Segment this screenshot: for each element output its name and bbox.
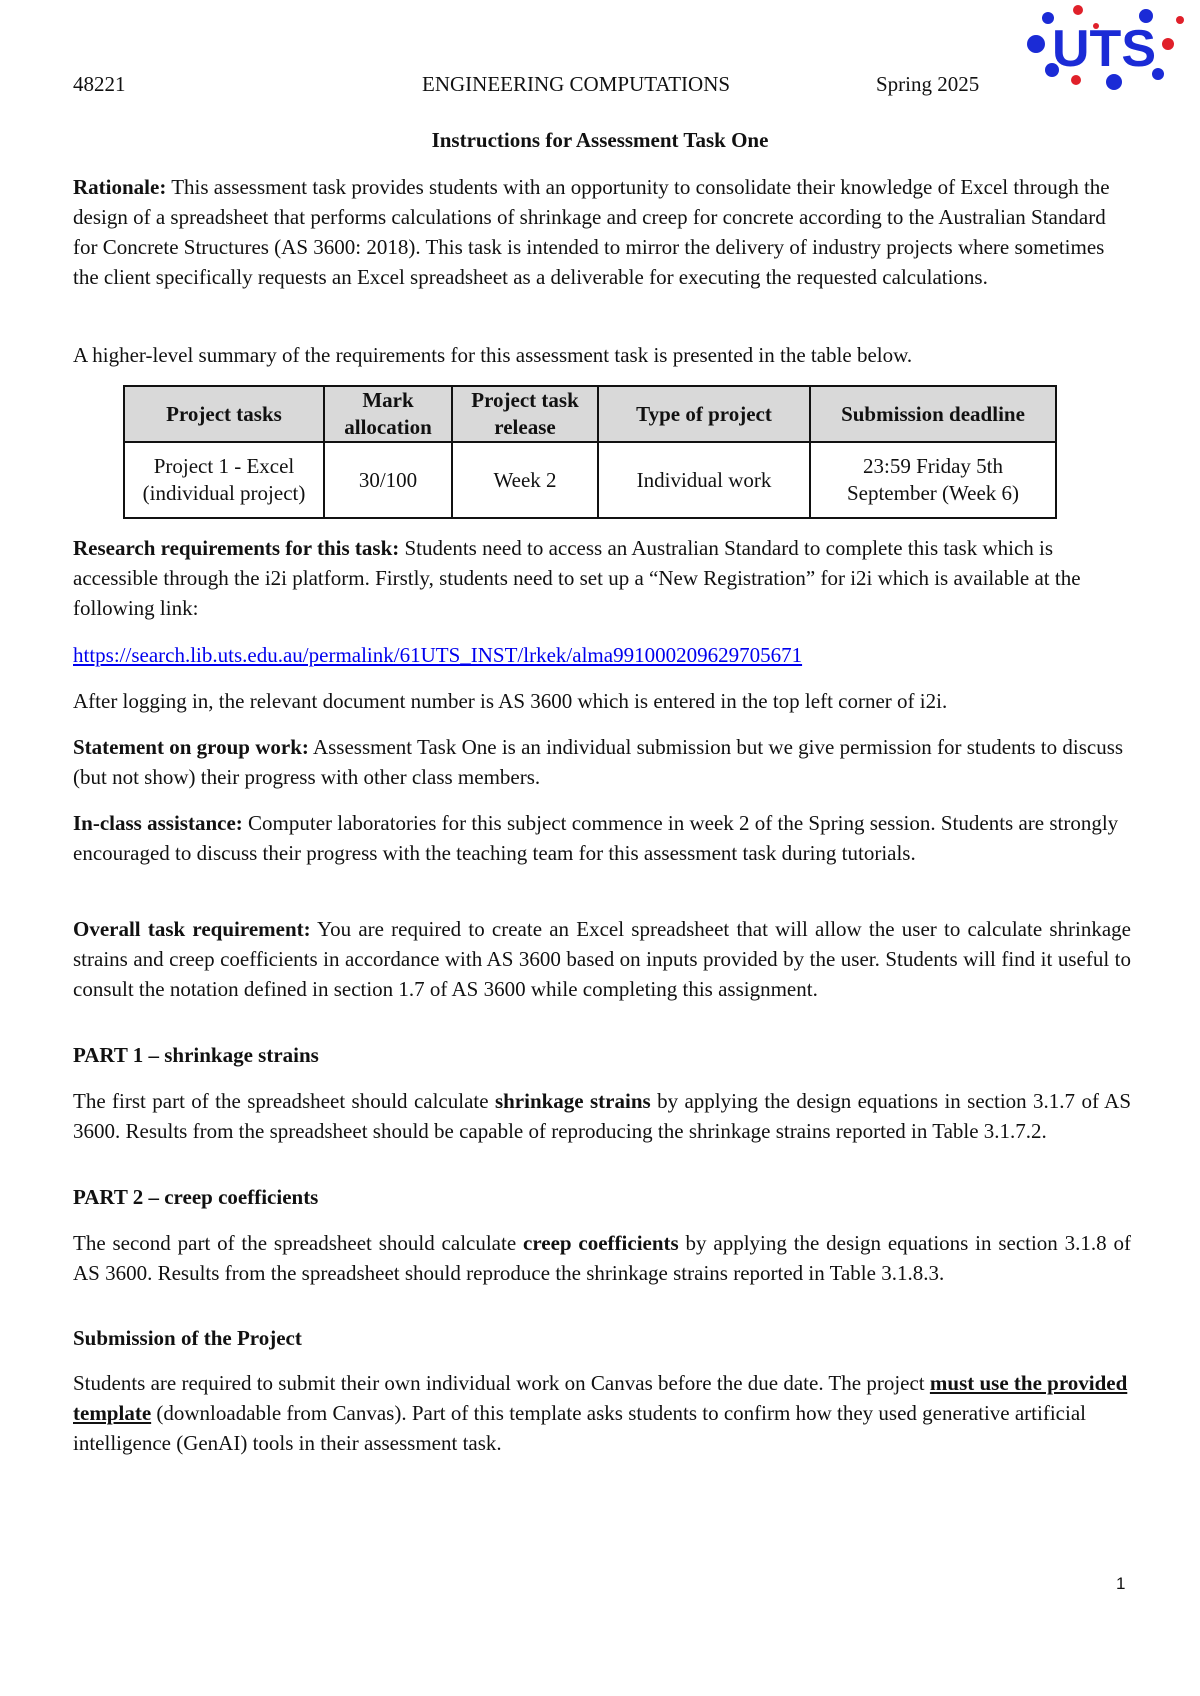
header-project-tasks: Project tasks bbox=[124, 386, 324, 442]
header-mark-allocation: Mark allocation bbox=[324, 386, 452, 442]
group-work-label: Statement on group work: bbox=[73, 735, 309, 759]
summary-intro bbox=[73, 340, 1131, 370]
logo-text: UTS bbox=[1052, 20, 1156, 78]
header-submission-deadline: Submission deadline bbox=[810, 386, 1056, 442]
research-label: Research requirements for this task: bbox=[73, 536, 400, 560]
part2-bold: creep coefficients bbox=[523, 1231, 679, 1255]
summary-intro-text: A higher-level summary of the requirements for this assessment task is presented in the table below. bbox=[73, 343, 913, 367]
header-type-of-project: Type of project bbox=[598, 386, 810, 442]
i2i-link-line bbox=[73, 640, 1131, 670]
after-login-text: After logging in, the relevant document number is AS 3600 which is entered in the top left corner of i2i. bbox=[73, 689, 948, 713]
cell-task-release: Week 2 bbox=[452, 442, 598, 518]
overall-text: You are required to create an Excel spreadsheet that will allow the user to calculate shrinkage strains and creep coefficients in accordance with AS 3600 based on inputs provided by the user. Students will find it useful to consult the notation defined in section 1.7 of AS 3600 while completing this assignment. bbox=[73, 917, 1132, 1001]
part1-heading-text: PART 1 – shrinkage strains bbox=[73, 1043, 319, 1067]
rationale-paragraph bbox=[73, 172, 1131, 292]
submission-heading bbox=[73, 1323, 1131, 1353]
header-task-release: Project task release bbox=[452, 386, 598, 442]
submission-paragraph bbox=[73, 1368, 1131, 1458]
research-paragraph bbox=[73, 533, 1131, 623]
part2-pre: The second part of the spreadsheet should calculate bbox=[73, 1231, 523, 1255]
in-class-paragraph bbox=[73, 808, 1131, 868]
in-class-label: In-class assistance: bbox=[73, 811, 243, 835]
cell-type-of-project: Individual work bbox=[598, 442, 810, 518]
page-number: 1 bbox=[1116, 1574, 1126, 1593]
submission-heading-text: Submission of the Project bbox=[73, 1326, 302, 1350]
cell-project-task: Project 1 - Excel (individual project) bbox=[124, 442, 324, 518]
part1-bold: shrinkage strains bbox=[494, 1089, 651, 1113]
in-class-text: Computer laboratories for this subject commence in week 2 of the Spring session. Students are strongly encouraged to discuss their progress with the teaching team for this assessment task during tutorials. bbox=[73, 811, 1119, 865]
page-header bbox=[73, 72, 993, 102]
group-work-paragraph bbox=[73, 732, 1131, 792]
part2-heading bbox=[73, 1182, 1131, 1212]
rationale-text: This assessment task provides students with an opportunity to consolidate their knowledge of Excel through the design of a spreadsheet that performs calculations of shrinkage and creep for concrete according to the Australian Standard for Concrete Structures (AS 3600: 2018). This task is intended to mirror the delivery of industry projects where sometimes the client specifically requests an Excel spreadsheet as a deliverable for executing the requested calculations. bbox=[73, 175, 1110, 289]
cell-mark-allocation: 30/100 bbox=[324, 442, 452, 518]
session-term: Spring 2025 bbox=[876, 72, 980, 96]
i2i-registration-link[interactable]: https://search.lib.uts.edu.au/permalink/61UTS_INST/lrkek/alma991000209629705671 bbox=[73, 643, 803, 667]
part2-post: by applying the design equations in section 3.1.8 of AS 3600. Results from the spreadsheet should reproduce the shrinkage strains reported in Table 3.1.8.3. bbox=[73, 1231, 1131, 1285]
part2-paragraph bbox=[73, 1228, 1131, 1288]
part1-heading bbox=[73, 1040, 1131, 1070]
overall-paragraph bbox=[73, 914, 1131, 1004]
subject-code: 48221 bbox=[73, 72, 126, 96]
page-title: Instructions for Assessment Task One bbox=[431, 128, 769, 152]
rationale-label: Rationale: bbox=[73, 175, 167, 199]
submission-post: (downloadable from Canvas). Part of this template asks students to confirm how they used generative artificial intelligence (GenAI) tools in their assessment task. bbox=[73, 1401, 1086, 1455]
table-header-row bbox=[124, 386, 1056, 442]
part1-paragraph bbox=[73, 1086, 1131, 1146]
uts-logo bbox=[1018, 0, 1190, 96]
group-work-text: Assessment Task One is an individual submission but we give permission for students to discuss (but not show) their progress with other class members. bbox=[73, 735, 1124, 789]
part1-post: by applying the design equations in section 3.1.7 of AS 3600. Results from the spreadsheet should be capable of reproducing the shrinkage strains reported in Table 3.1.7.2. bbox=[73, 1089, 1132, 1143]
subject-name: ENGINEERING COMPUTATIONS bbox=[422, 72, 731, 96]
table-row bbox=[124, 442, 1056, 518]
after-login-paragraph bbox=[73, 686, 1131, 716]
template-requirement: must use the provided template bbox=[73, 1371, 1128, 1425]
part1-pre: The first part of the spreadsheet should calculate bbox=[73, 1089, 495, 1113]
requirements-table bbox=[123, 385, 1057, 519]
part2-heading-text: PART 2 – creep coefficients bbox=[73, 1185, 319, 1209]
cell-submission-deadline: 23:59 Friday 5th September (Week 6) bbox=[810, 442, 1056, 518]
overall-label: Overall task requirement: bbox=[73, 917, 311, 941]
submission-pre: Students are required to submit their own individual work on Canvas before the due date. The project bbox=[73, 1371, 930, 1395]
research-text: Students need to access an Australian Standard to complete this task which is accessible through the i2i platform. Firstly, students need to set up a “New Registration” for i2i which is available at the following link: bbox=[73, 536, 1081, 620]
